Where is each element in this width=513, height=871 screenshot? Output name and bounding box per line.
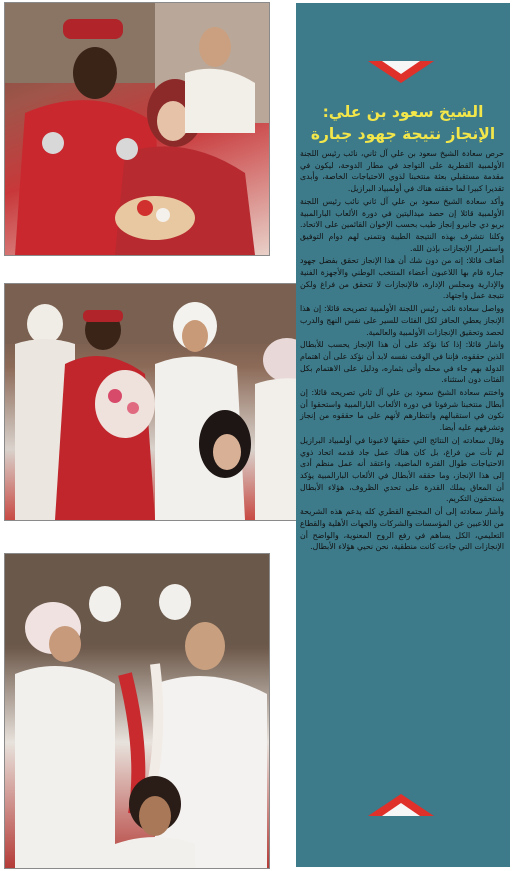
headline-line-2: الإنجاز نتيجة جهود جبارة — [310, 125, 496, 143]
photo-athletes-with-medals — [4, 2, 270, 256]
red-chevron-down-icon — [368, 61, 434, 85]
article-paragraph: حرص سعادة الشيخ سعود بن علي آل ثاني، نائب رئيس اللجنة الأولمبية القطرية على التواجد في مطار الدوحة، ليكون في مقدمة مستقبلي بعثة منتخبنا لذوي الاحتياجات الخاصة، وأبدى تقديرا كبيرا لما حققته هناك في أولمبياد البرازيل. — [300, 149, 504, 194]
article-paragraph: أضاف قائلا: إنه من دون شك أن هذا الإنجاز تحقق بفضل جهود جبارة قام بها اللاعبون أعضاء المنتخب الوطني والأجهزة الفنية والإدارية ومجلس الإدارة، فالإنجازات لا تتحقق من فراغ ولكن نتيجة عمل واجتهاد. — [300, 256, 504, 301]
article-paragraph: وأكد سعادة الشيخ سعود بن علي آل ثاني نائب رئيس اللجنة الأولمبية قائلا إن حصد ميداليتين في دورة الألعاب البارالمبية بريو دي جانيرو إنجاز طيب بحسب الإخوان القائمين على الاتحاد. وكلنا نتشرف بهذه النتيجة الطيبة ونتمنى لهم دوام التوفيق واستمرار الإنجازات بإذن الله. — [300, 196, 504, 253]
photo-garland-ceremony — [4, 553, 270, 869]
red-chevron-up-icon — [368, 792, 434, 816]
article-body — [268, 148, 504, 554]
headline-line-1: الشيخ سعود بن علي: — [322, 103, 484, 121]
article-headline — [302, 101, 504, 145]
article-paragraph: وواصل سعادة نائب رئيس اللجنة الأولمبية تصريحه قائلا: إن هذا الإنجاز يعطي الحافز لكل الفئات للسير على نفس النهج والدرب لحصد وتحقيق الإنجازات الأولمبية والعالمية. — [300, 304, 504, 337]
article-paragraph: وأشار سعادته إلى أن المجتمع القطري كله يدعم هذه الشريحة من اللاعبين عن المؤسسات والشركات والجهات الأهلية والقطاع التعليمي، الكل يساهم في رفع الروح المعنوية، والواضح أن الإنجازات التي جاءت كانت منطقية، نحن نحيي هؤلاء الأبطال. — [300, 507, 504, 552]
article-paragraph: واختتم سعادة الشيخ سعود بن علي آل ثاني تصريحه قائلا: إن أبطال منتخبنا شرفونا في دورة الألعاب البارالمبية واستحقوا أن نكون في استقبالهم وانتظارهم لأنهم على ما حققوه من إنجاز وتشرفهم عليه أيضا. — [300, 388, 504, 433]
article-paragraph: واشار قائلا: إذا كنا نؤكد على أن هذا الإنجاز يحسب للأبطال الذين حققوه، فإننا في الوقت نفسه لابد أن نؤكد على أن اهتمام الدولة بهم جاء في محله وأتى بثماره، ودليل على الاهتمام بكل الفئات دون استثناء. — [300, 340, 504, 385]
article-paragraph: وقال سعادته إن النتائج التي حققها لاعبونا في أولمبياد البرازيل لم تأت من فراغ، بل كان هناك عمل جاد قدمه اتحاد ذوي الاحتياجات طوال الفترة الماضية، واعتقد أنه عمل منظم أدى إلى هذا الإنجاز، وما حققه الأبطال في الألعاب البارالمبية يؤكد أن المعاق يملك القدرة على تحدي الظروف، هؤلاء الأبطال يستحقون التكريم. — [300, 435, 504, 504]
